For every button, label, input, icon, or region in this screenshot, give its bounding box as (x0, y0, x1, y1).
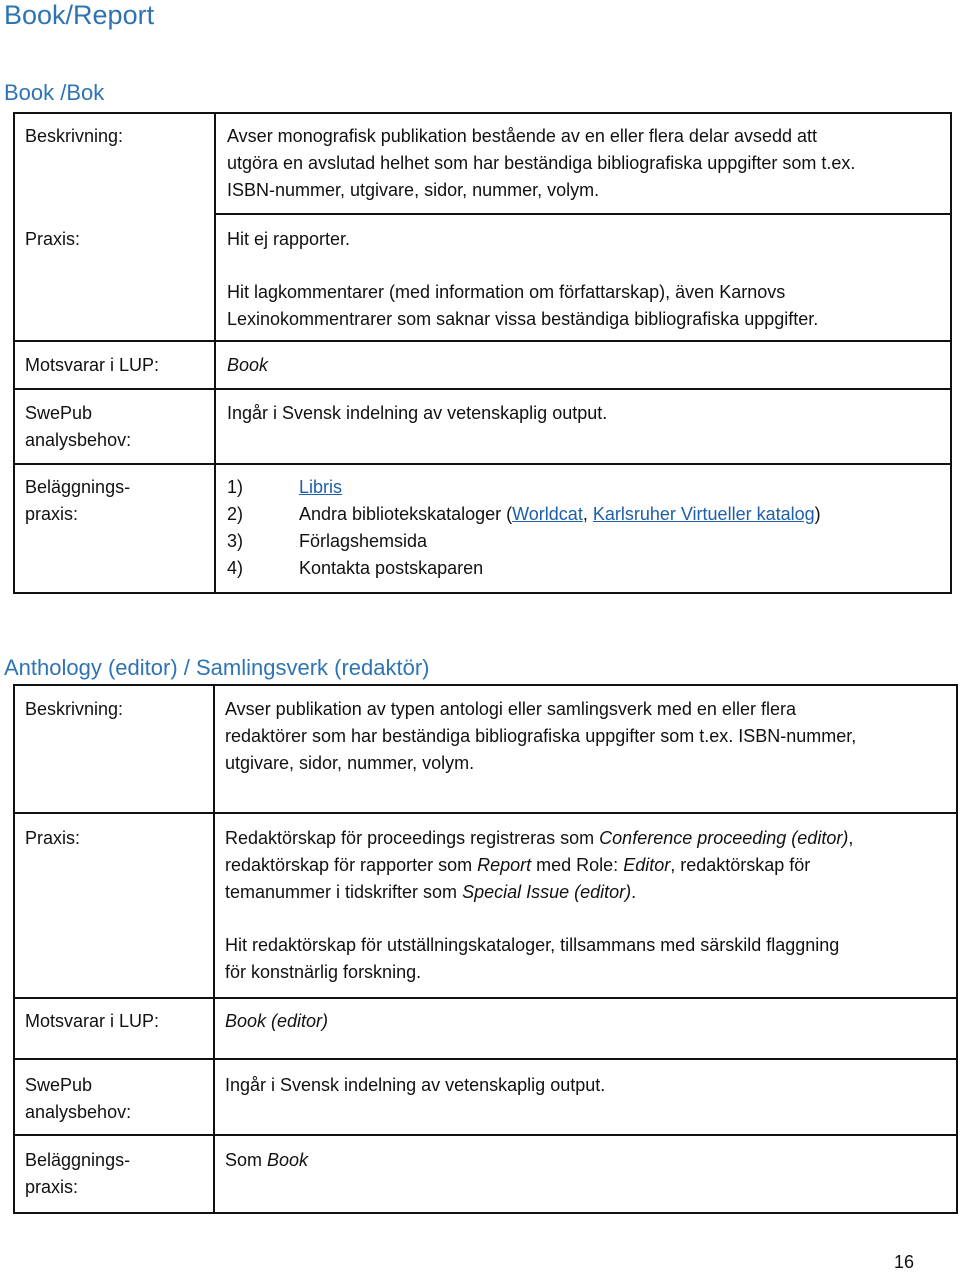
praxis-text: Redaktörskap för proceedings registreras som Conference proceeding (editor), redaktörskap för rapporter som Report med Role: Editor, redaktörskap för temanummer i tidskrifter som Special Issue (editor). (225, 828, 854, 902)
praxis-line1: Hit ej rapporter. (227, 229, 351, 249)
list-item: Andra bibliotekskataloger (Worldcat, Karlsruher Virtueller katalog) (299, 504, 821, 524)
section-heading-anthology: Anthology (editor) / Samlingsverk (redaktör) (4, 655, 430, 680)
list-number: 3) (227, 531, 244, 551)
worldcat-link[interactable]: Worldcat (512, 504, 583, 524)
label-motsvarar-lup: Motsvarar i LUP: (25, 1011, 160, 1031)
list-item (299, 474, 342, 501)
label-swepub: SwePub analysbehov: (25, 1075, 132, 1122)
beskrivning-text: Avser monografisk publikation bestående av en eller flera delar avsedd att utgöra en avslutad helhet som har beständiga bibliografiska uppgifter som t.ex. ISBN-nummer, utgivare, sidor, nummer, volym. (227, 126, 856, 200)
list-number: 2) (227, 504, 244, 524)
libris-link[interactable]: Libris (299, 477, 343, 497)
label-motsvarar-lup: Motsvarar i LUP: (25, 355, 160, 375)
page-title: Book/Report (4, 0, 155, 30)
list-item: Förlagshemsida (299, 531, 428, 551)
label-praxis: Praxis: (25, 229, 81, 249)
swepub-value: Ingår i Svensk indelning av vetenskaplig output. (227, 403, 608, 423)
praxis-paragraph: Hit redaktörskap för utställningskataloger, tillsammans med särskild flaggning för konstnärlig forskning. (225, 935, 840, 982)
motsvarar-value: Book (editor) (225, 1011, 329, 1031)
karlsruher-link[interactable]: Karlsruher Virtueller katalog (592, 504, 815, 524)
list-number: 1) (227, 477, 244, 497)
beskrivning-text: Avser publikation av typen antologi eller samlingsverk med en eller flera redaktörer som har beständiga bibliografiska uppgifter som t.ex. ISBN-nummer, utgivare, sidor, nummer, volym. (225, 699, 857, 773)
praxis-paragraph: Hit lagkommentarer (med information om författarskap), även Karnovs Lexinokommentrarer som saknar vissa beständiga bibliografiska uppgifter. (227, 282, 819, 329)
section-heading-book: Book /Bok (4, 80, 105, 105)
belaggning-value: Som Book (225, 1150, 309, 1170)
label-belaggningspraxis: Beläggnings- praxis: (25, 477, 131, 524)
motsvarar-value: Book (227, 355, 269, 375)
label-beskrivning: Beskrivning: (25, 126, 124, 146)
label-swepub: SwePub analysbehov: (25, 403, 132, 450)
list-number: 4) (227, 558, 244, 578)
label-beskrivning: Beskrivning: (25, 699, 124, 719)
swepub-value: Ingår i Svensk indelning av vetenskaplig output. (225, 1075, 606, 1095)
list-item: Kontakta postskaparen (299, 558, 484, 578)
label-praxis: Praxis: (25, 828, 81, 848)
label-belaggningspraxis: Beläggnings- praxis: (25, 1150, 131, 1197)
page-number: 16 (894, 1252, 915, 1272)
